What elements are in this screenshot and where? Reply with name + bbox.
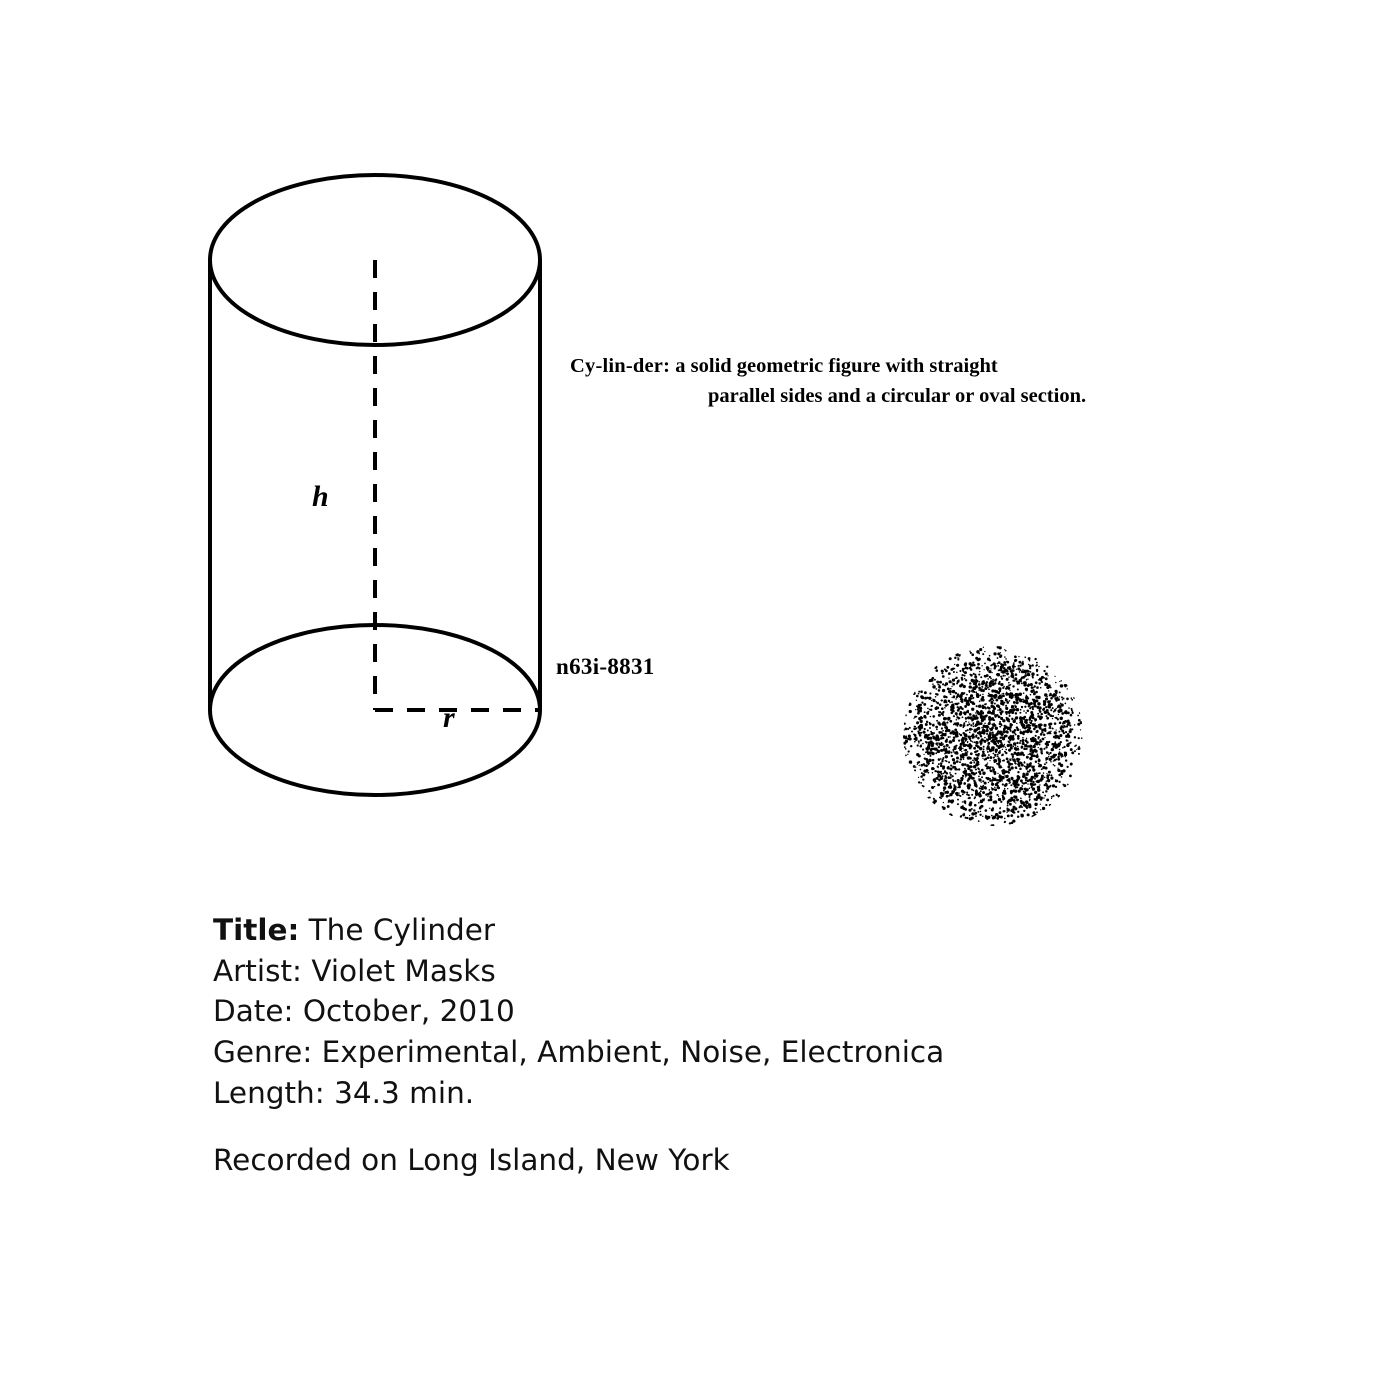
height-label: h xyxy=(312,480,329,513)
credit-row-title xyxy=(213,910,1113,951)
credit-row-length xyxy=(213,1073,1113,1114)
catalog-number: n63i-8831 xyxy=(556,654,655,679)
stipple-circle-icon xyxy=(898,640,1088,832)
credit-value-length: 34.3 min. xyxy=(324,1075,475,1110)
credit-key-genre: Genre: xyxy=(213,1035,313,1070)
credits-spacer xyxy=(213,1114,1113,1140)
credit-key-date: Date: xyxy=(213,994,294,1029)
credit-row-date xyxy=(213,991,1113,1032)
credit-value-artist: Violet Masks xyxy=(301,953,496,988)
credit-key-artist: Artist: xyxy=(213,953,302,988)
definition-line-1: a solid geometric figure with straight xyxy=(670,355,998,377)
credit-value-title: The Cylinder xyxy=(299,913,496,947)
credit-row-artist xyxy=(213,951,1113,992)
recording-location: Recorded on Long Island, New York xyxy=(213,1142,730,1177)
credit-key-length: Length: xyxy=(213,1075,325,1110)
credit-value-date: October, 2010 xyxy=(293,994,515,1029)
credit-row-genre xyxy=(213,1032,1113,1073)
definition-line-2: parallel sides and a circular or oval section. xyxy=(708,384,1087,407)
definition-term: Cy-lin-der: xyxy=(570,355,671,377)
credits-block xyxy=(213,910,1113,1180)
cylinder-figure xyxy=(170,130,590,870)
radius-label: r xyxy=(443,701,455,734)
credit-key-title: Title: xyxy=(213,913,300,947)
cylinder-definition xyxy=(570,352,1250,411)
credit-value-genre: Experimental, Ambient, Noise, Electronica xyxy=(312,1035,945,1070)
